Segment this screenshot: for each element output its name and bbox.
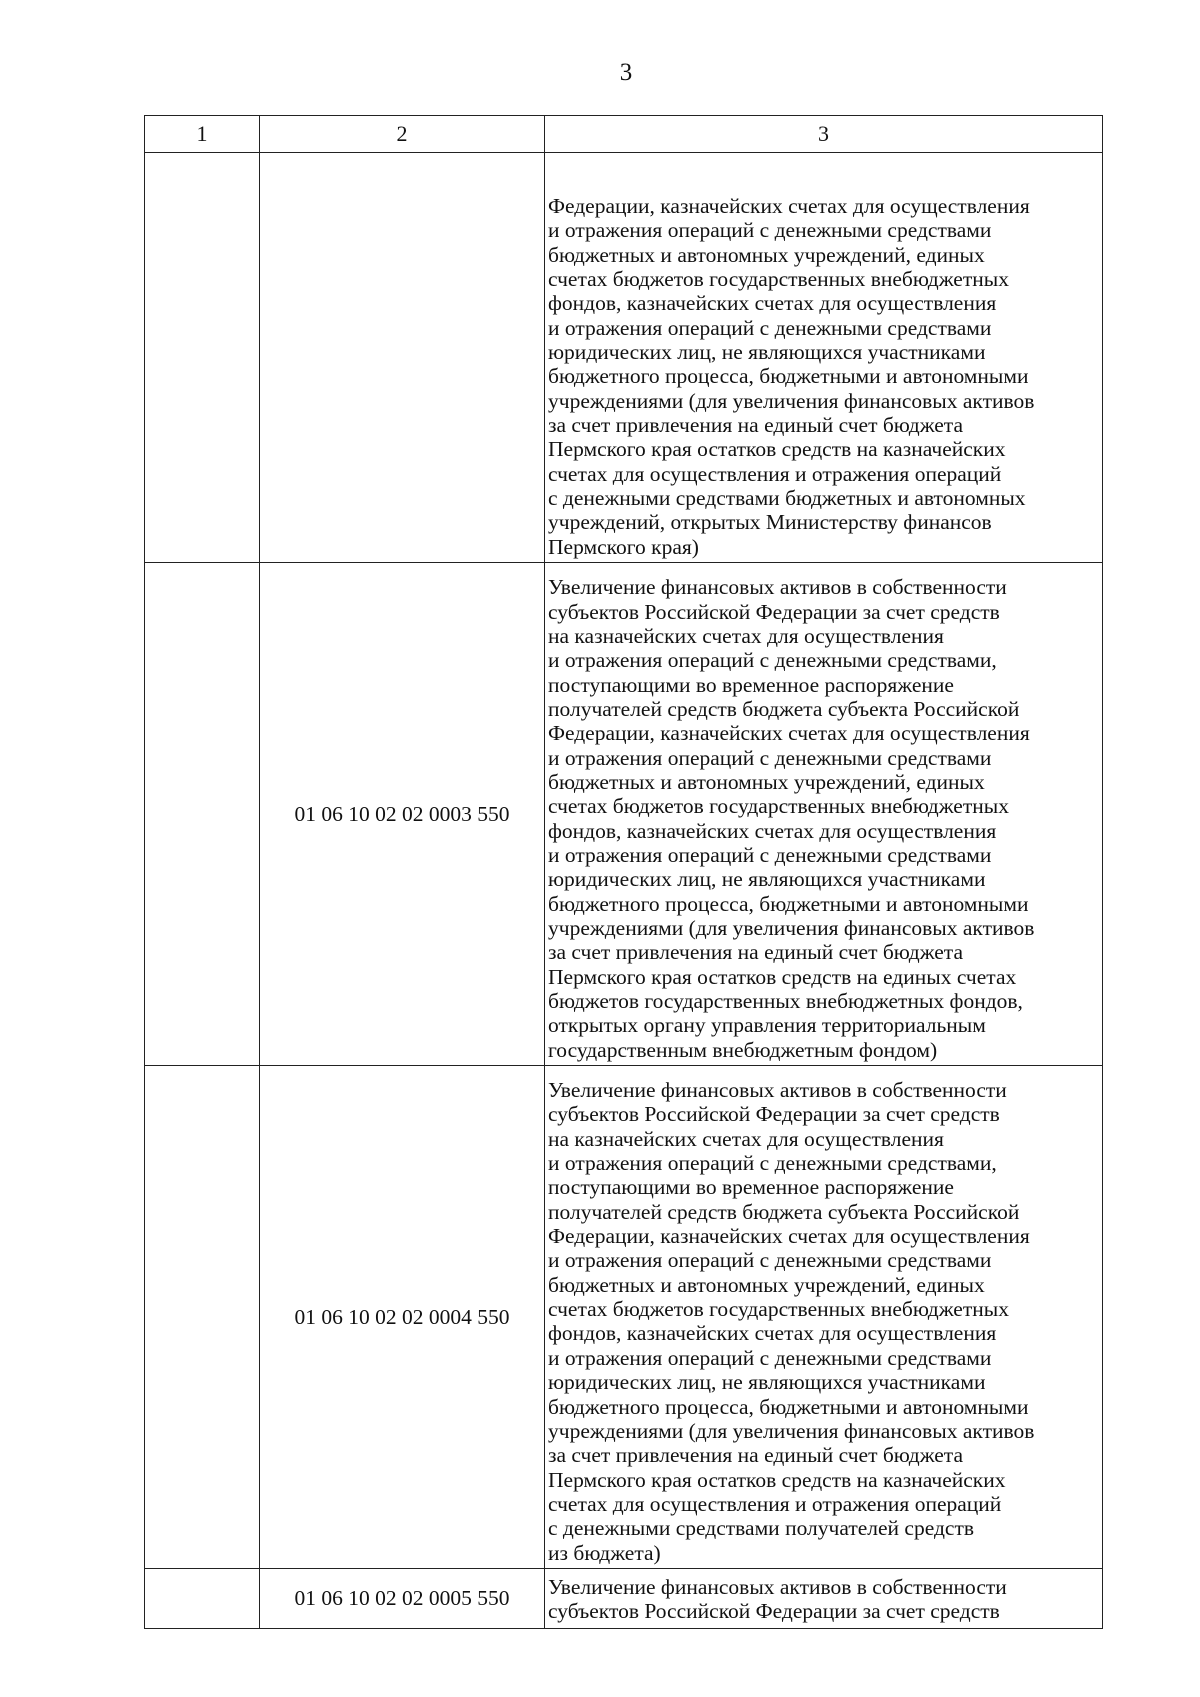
description-line: и отражения операций с денежными средствами, (548, 1151, 997, 1176)
description-line: поступающими во временное распоряжение (548, 1175, 954, 1200)
description-cell (545, 563, 1103, 1066)
description-cell (545, 1066, 1103, 1569)
header-col-1: 1 (145, 116, 260, 153)
description-line: бюджетов государственных внебюджетных фондов, (548, 989, 1023, 1013)
description-line: поступающими во временное распоряжение (548, 672, 954, 697)
description-text (545, 1066, 1102, 1568)
description-text (545, 153, 1102, 562)
description-line: бюджетного процесса, бюджетными и автономными (548, 1394, 1029, 1419)
description-line: Пермского края остатков средств на единых счетах (548, 964, 1017, 989)
header-col-2: 2 (260, 116, 545, 153)
description-line: Пермского края остатков средств на казначейских (548, 437, 1006, 462)
description-line: из бюджета) (548, 1540, 661, 1565)
description-line: получателей средств бюджета субъекта Российской (548, 696, 1020, 721)
description-line: с денежными средствами получателей средств (548, 1516, 974, 1541)
description-text (545, 563, 1102, 1065)
description-line: открытых органу управления территориальным (548, 1013, 986, 1038)
description-text (545, 1569, 1102, 1627)
description-line: получателей средств бюджета субъекта Российской (548, 1199, 1020, 1224)
description-line: субъектов Российской Федерации за счет средств (548, 1599, 1000, 1624)
description-line: юридических лиц, не являющихся участниками (548, 1370, 986, 1395)
description-line: на казначейских счетах для осуществления (548, 1126, 944, 1151)
description-line: фондов, казначейских счетах для осуществления (548, 1321, 997, 1346)
header-col-3: 3 (545, 116, 1103, 153)
description-line: и отражения операций с денежными средствами, (548, 648, 997, 673)
description-line: счетах бюджетов государственных внебюджетных (548, 1297, 1009, 1322)
description-line: и отражения операций с денежными средствами (548, 218, 992, 243)
description-line: и отражения операций с денежными средствами (548, 842, 992, 867)
description-line: фондов, казначейских счетах для осуществления (548, 291, 997, 316)
description-line: счетах бюджетов государственных внебюджетных (548, 794, 1009, 819)
description-line: бюджетных и автономных учреждений, единых (548, 769, 985, 794)
description-line: государственным внебюджетным фондом) (548, 1037, 938, 1062)
description-line: и отражения операций с денежными средствами (548, 745, 992, 770)
description-line: счетах для осуществления и отражения операций (548, 1491, 1002, 1516)
budget-code-cell (260, 153, 545, 563)
description-line: Федерации, казначейских счетах для осуществления (548, 1224, 1030, 1249)
description-line: Увеличение финансовых активов в собственности (548, 1078, 1007, 1103)
description-line: Пермского края) (548, 534, 699, 559)
description-line: счетах для осуществления и отражения операций (548, 461, 1002, 486)
description-line: бюджетного процесса, бюджетными и автономными (548, 891, 1029, 916)
description-line: фондов, казначейских счетах для осуществления (548, 818, 997, 843)
table-header-row (145, 116, 1103, 153)
description-line: за счет привлечения на единый счет бюджета (548, 1443, 964, 1468)
description-line: учреждениями (для увеличения финансовых активов (548, 388, 1035, 413)
description-line: с денежными средствами бюджетных и автономных (548, 486, 1026, 511)
table-row (145, 1568, 1103, 1628)
budget-classification-table (144, 115, 1103, 1629)
description-line: бюджетных и автономных учреждений, единых (548, 1272, 985, 1297)
description-line: за счет привлечения на единый счет бюджета (548, 413, 964, 438)
budget-code-cell: 01 06 10 02 02 0004 550 (260, 1066, 545, 1569)
table-row (145, 563, 1103, 1066)
description-line: субъектов Российской Федерации за счет средств (548, 599, 1000, 624)
row-number-cell (145, 1066, 260, 1569)
row-number-cell (145, 1568, 260, 1628)
description-line: Федерации, казначейских счетах для осуществления (548, 194, 1030, 218)
description-line: Увеличение финансовых активов в собственности (548, 1574, 1007, 1599)
description-line: юридических лиц, не являющихся участниками (548, 867, 986, 892)
table-row (145, 1066, 1103, 1569)
description-line: на казначейских счетах для осуществления (548, 623, 944, 648)
description-line: и отражения операций с денежными средствами (548, 1345, 992, 1370)
description-line: и отражения операций с денежными средствами (548, 315, 992, 340)
description-line: Увеличение финансовых активов в собственности (548, 575, 1007, 600)
table-row (145, 153, 1103, 563)
description-line: учреждениями (для увеличения финансовых активов (548, 1418, 1035, 1443)
budget-code-cell: 01 06 10 02 02 0003 550 (260, 563, 545, 1066)
description-line: и отражения операций с денежными средствами (548, 1248, 992, 1273)
description-line: субъектов Российской Федерации за счет средств (548, 1102, 1000, 1127)
description-line: Федерации, казначейских счетах для осуществления (548, 721, 1030, 746)
budget-code-cell: 01 06 10 02 02 0005 550 (260, 1568, 545, 1628)
description-line: счетах бюджетов государственных внебюджетных (548, 267, 1009, 292)
description-line: за счет привлечения на единый счет бюджета (548, 940, 964, 965)
description-cell (545, 153, 1103, 563)
row-number-cell (145, 563, 260, 1066)
description-line: юридических лиц, не являющихся участниками (548, 340, 986, 365)
description-line: бюджетных и автономных учреждений, единых (548, 242, 985, 267)
description-line: учреждений, открытых Министерству финансов (548, 510, 992, 535)
description-cell (545, 1568, 1103, 1628)
description-line: бюджетного процесса, бюджетными и автономными (548, 364, 1029, 389)
page-number: 3 (619, 59, 633, 86)
description-line: учреждениями (для увеличения финансовых активов (548, 915, 1035, 940)
description-line: Пермского края остатков средств на казначейских (548, 1467, 1006, 1492)
row-number-cell (145, 153, 260, 563)
